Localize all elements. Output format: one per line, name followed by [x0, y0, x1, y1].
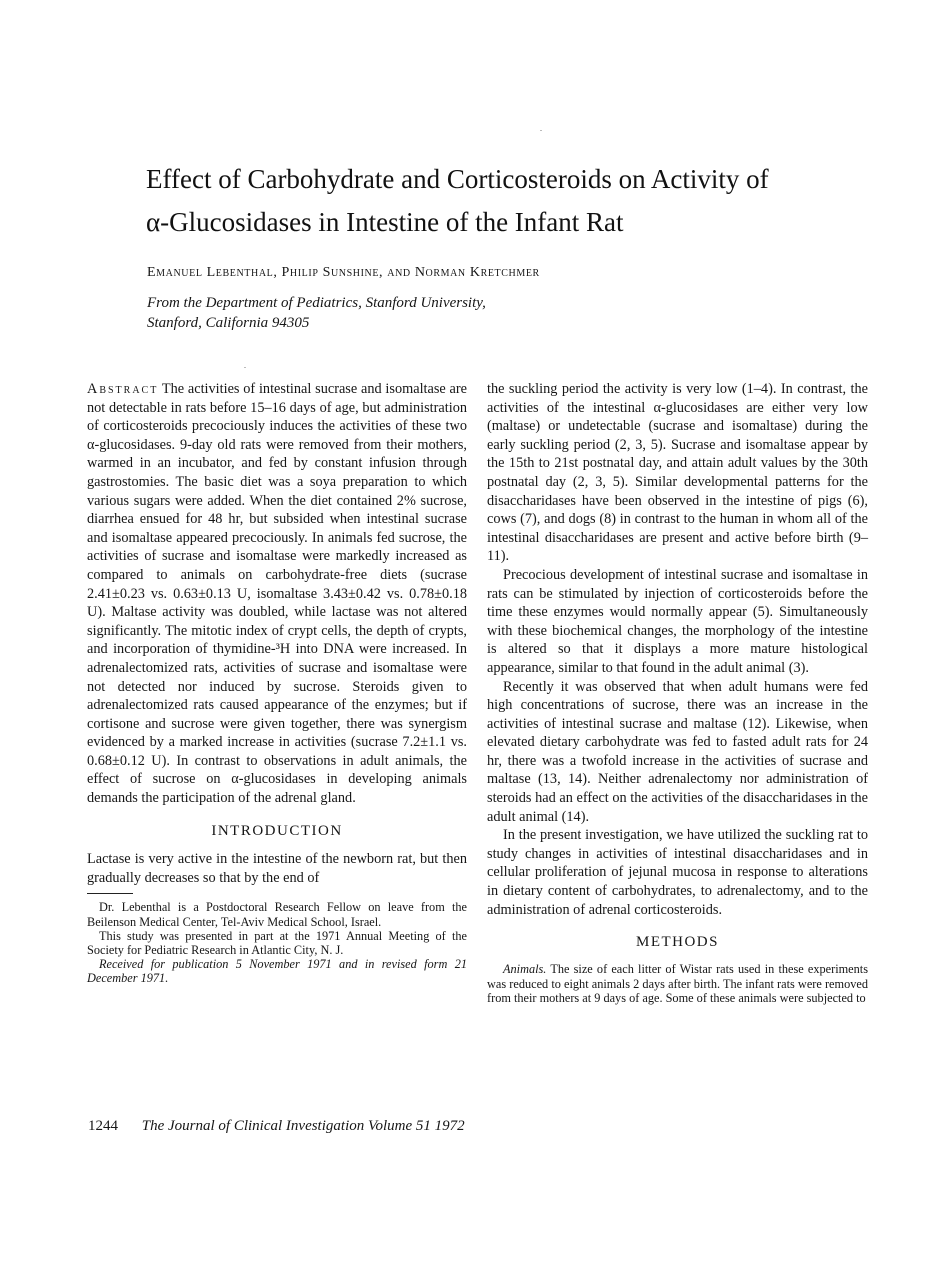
intro-paragraph-3: Recently it was observed that when adult humans were fed high concentrations of sucrose, there was an increase in the activities of intestinal sucrase and maltase (12). Likewise, when elevated dietary carbohydrate was fed to fasted adult rats for 24 hr, there was a twofold increase in the activities of sucrase and maltase (13, 14). Neither adrenalectomy nor administration of steroids had an effect on the activities of the disaccharidases in the adult animal (14). [487, 678, 868, 825]
methods-heading: METHODS [635, 934, 719, 951]
journal-year: 1972 [434, 1118, 465, 1134]
intro-paragraph-2: Precocious development of intestinal sucrase and isomaltase in rats can be stimulated by injection of corticosteroids before the time these enzymes would normally appear (5). Simultaneously with these biochemical changes, the morphology of the intestine is altered so that it displays a more mature histological appearance, similar to that found in the adult animal (3). [487, 566, 868, 676]
title-line-2: α-Glucosidases in Intestine of the Infant Rat [146, 207, 624, 237]
article-title [146, 158, 846, 244]
methods-animals-paragraph [487, 962, 868, 1006]
scan-speck [540, 130, 542, 131]
footnotes [87, 900, 467, 985]
abstract-label: Abstract [87, 381, 159, 397]
affiliation-line-1: From the Department of Pediatrics, Stanford University, [147, 295, 486, 311]
author-list: Emanuel Lebenthal, Philip Sunshine, and Norman Kretchmer [147, 265, 540, 280]
footnote-received: Received for publication 5 November 1971 and in revised form 21 December 1971. [87, 957, 467, 986]
right-column [487, 380, 868, 1006]
methods-animals-lead: Animals. [503, 961, 547, 976]
scan-speck [244, 367, 246, 368]
abstract [87, 380, 467, 808]
journal-volume: Volume 51 [367, 1118, 431, 1134]
intro-paragraph-4: In the present investigation, we have utilized the suckling rat to study changes in activities of intestinal disaccharidases and in cellular proliferation of jejunal mucosa in response to alterations in dietary content of carbohydrates, to adrenalectomy, and to the administration of adrenal corticosteroids. [487, 827, 868, 918]
abstract-text: The activities of intestinal sucrase and isomaltase are not detectable in rats before 15–16 days of age, but administration of corticosteroids precociously induces the activities of these two α-glucosidases. 9-day old rats were removed from their mothers, warmed in an incubator, and fed by constant infusion through gastrostomies. The basic diet was a soya preparation to which various sugars were added. When the diet contained 2% sucrose, diarrhea ensued for 48 hr, but subsided when intestinal sucrase and isomaltase appeared precociously. In animals fed sucrose, the activities of sucrase and isomaltase were markedly increased as compared to animals on carbohydrate-free diets (sucrase 2.41±0.23 vs. 0.63±0.13 U, isomaltase 3.43±0.42 vs. 0.78±0.18 U). Maltase activity was doubled, while lactase was not altered significantly. The mitotic index of crypt cells, the depth of crypts, and incorporation of thymidine-³H into DNA were increased. In adrenalectomized rats, activities of sucrase and isomaltase were not detected nor induced by sucrose. Steroids given to adrenalectomized rats caused appearance of the enzymes; but if cortisone and sucrose were given together, there was synergism evidenced by a marked increase in activities (sucrase 7.2±1.1 vs. 0.68±0.12 U). In contrast to observations in adult animals, the effect of sucrose on α-glucosidases in developing animals demands the participation of the adrenal gland. [87, 381, 467, 807]
footnote-presentation: This study was presented in part at the 1971 Annual Meeting of the Society for Pediatric Research in Atlantic City, N. J. [87, 928, 467, 958]
footnote-rule [87, 893, 133, 894]
introduction-heading: INTRODUCTION [211, 822, 343, 839]
footnote-author: Dr. Lebenthal is a Postdoctoral Research Fellow on leave from the Beilenson Medical Center, Tel-Aviv Medical School, Israel. [87, 900, 467, 929]
title-line-1: Effect of Carbohydrate and Corticosteroids on Activity of [146, 164, 769, 194]
page-footer [88, 1118, 688, 1135]
intro-paragraph-1-end: the suckling period the activity is very low (1–4). In contrast, the activities of the intestinal α-glucosidases are either very low (maltase) or undetectable (sucrase and isomaltase) during the early suckling period (2, 3, 5). Sucrase and isomaltase appear by the 15th to 21st postnatal day, and attain adult values by the 30th postnatal day (2, 3, 5). Similar developmental patterns for the disaccharidases have been observed in the intestine of pigs (6), cows (7), and dogs (8) in contrast to the human in whom all of the intestinal disaccharidases are present and active before birth (9–11). [487, 381, 868, 565]
page-number: 1244 [88, 1118, 118, 1134]
affiliation-line-2: Stanford, California 94305 [147, 315, 310, 331]
journal-name: The Journal of Clinical Investigation [141, 1118, 365, 1134]
intro-paragraph-1-start: Lactase is very active in the intestine of the newborn rat, but then gradually decreases so that by the end of [87, 851, 467, 886]
left-column [87, 380, 467, 986]
methods-animals-text: The size of each litter of Wistar rats used in these experiments was reduced to eight animals 2 days after birth. The infant rats were removed from their mothers at 9 days of age. Some of these animals were subjected to [487, 961, 868, 1006]
affiliation [147, 293, 647, 333]
